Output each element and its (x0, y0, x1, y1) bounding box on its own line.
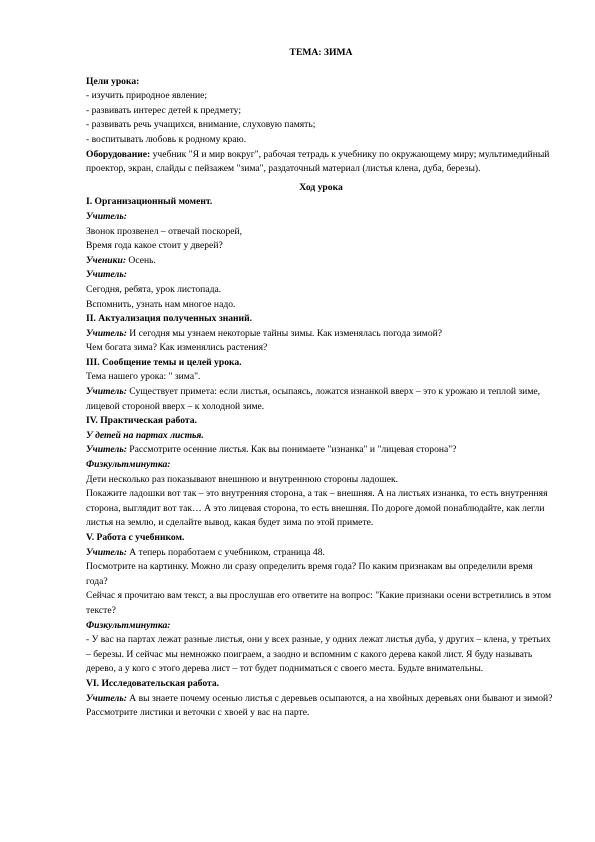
section-6-text: Учитель: А вы знаете почему осенью листья с деревьев осыпаются, а на хвойных деревьях они бывают и зимой? Рассмотрите листики и веточки с хвоей у вас на парте. (86, 692, 553, 719)
section-4-subheading: У детей на партах листья. (86, 429, 204, 441)
section-5-paragraph: - У вас на партах лежат разные листья, они у всех разные, у одних лежат листья дуба, у других – клена, у третьих – березы. И сейчас мы немножко поиграем, а заодно и вспомним с какого дерева какой лист. Я буду называть дерево, а у кого с этого дерева лист – тот будет подниматься с своего места. Будьте внимательны. (86, 634, 551, 675)
section-2-line: Чем богата зима? Как изменялись растения? (86, 342, 268, 354)
poem-line: Вспомнить, узнать нам многое надо. (86, 298, 236, 310)
section-5-paragraph: Сейчас я прочитаю вам текст, а вы прослушав его ответите на вопрос: "Какие признаки осени встретились в этом тексте? (86, 590, 552, 616)
document-title: ТЕМА: ЗИМА (289, 47, 353, 58)
physminute-label: Физкультминутка: (86, 619, 171, 631)
section-2-text: Учитель: И сегодня мы узнаем некоторые тайны зимы. Как изменялась погода зимой? (86, 327, 443, 339)
goal-item: - развивать речь учащихся, внимание, слуховую память; (86, 119, 316, 131)
goal-item: - развивать интерес детей к предмету; (86, 104, 242, 116)
section-3-text: Учитель: Существует примета: если листья, осыпаясь, ложатся изнанкой вверх – это к урожаю и теплой зиме, лицевой стороной вверх – к холодной зиме. (86, 386, 541, 412)
students-answer: Ученики: Осень. (86, 254, 156, 266)
section-5-heading: V. Работа с учебником. (86, 532, 185, 543)
poem-line: Звонок прозвенел – отвечай поскорей, (86, 225, 243, 237)
equipment-paragraph (86, 148, 556, 177)
goal-item: - изучить природное явление; (86, 90, 208, 102)
goal-item: - воспитывать любовь к родному краю. (86, 133, 247, 145)
students-label: Ученики: (86, 254, 127, 266)
section-4-paragraph: Дети несколько раз показывают внешнюю и внутреннюю стороны ладошек. (86, 473, 399, 485)
section-6-heading: VI. Исследовательская работа. (86, 677, 220, 689)
teacher-label: Учитель: (86, 210, 127, 222)
section-3-topic: Тема нашего урока: " зима". (86, 371, 201, 383)
equipment-label: Оборудование: (86, 148, 151, 160)
section-5-paragraph: Посмотрите на картинку. Можно ли сразу определить время года? По каким признакам вы определили время года? (86, 561, 533, 587)
section-4-paragraph: Покажите ладошки вот так – это внутренняя сторона, а так – внешняя. А на листьях изнанка, то есть внутренняя сторона, выглядит вот так… А это лицевая сторона, то есть внешняя. По дороге домой понаблюдайте, как легли листья на землю, и сделайте вывод, какая будет зима по этой примете. (86, 488, 548, 529)
poem-line: Время года какое стоит у дверей? (86, 240, 223, 252)
goals-heading: Цели урока: (86, 75, 140, 87)
section-4-text: Учитель: Рассмотрите осенние листья. Как вы понимаете "изнанка" и "лицевая сторона"? (86, 444, 457, 456)
section-3-heading: III. Сообщение темы и целей урока. (86, 356, 242, 368)
lesson-course-heading: Ход урока (299, 181, 343, 193)
section-4-heading: IV. Практическая работа. (86, 415, 197, 427)
equipment-text: учебник "Я и мир вокруг", рабочая тетрадь к учебнику по окружающему миру; мультимедийный проектор, экран, слайды с пейзажем "зима", раздаточный материал (листья клена, дуба, березы). (86, 148, 550, 175)
section-2-heading: II. Актуализация полученных знаний. (86, 313, 253, 325)
physminute-label: Физкультминутка: (86, 459, 171, 471)
section-5-text: Учитель: А теперь поработаем с учебником, страница 48. (86, 546, 325, 558)
poem-line: Сегодня, ребята, урок листопада. (86, 283, 222, 295)
section-1-heading: I. Организационный момент. (86, 196, 213, 208)
document-page (86, 46, 556, 721)
teacher-label: Учитель: (86, 269, 127, 281)
